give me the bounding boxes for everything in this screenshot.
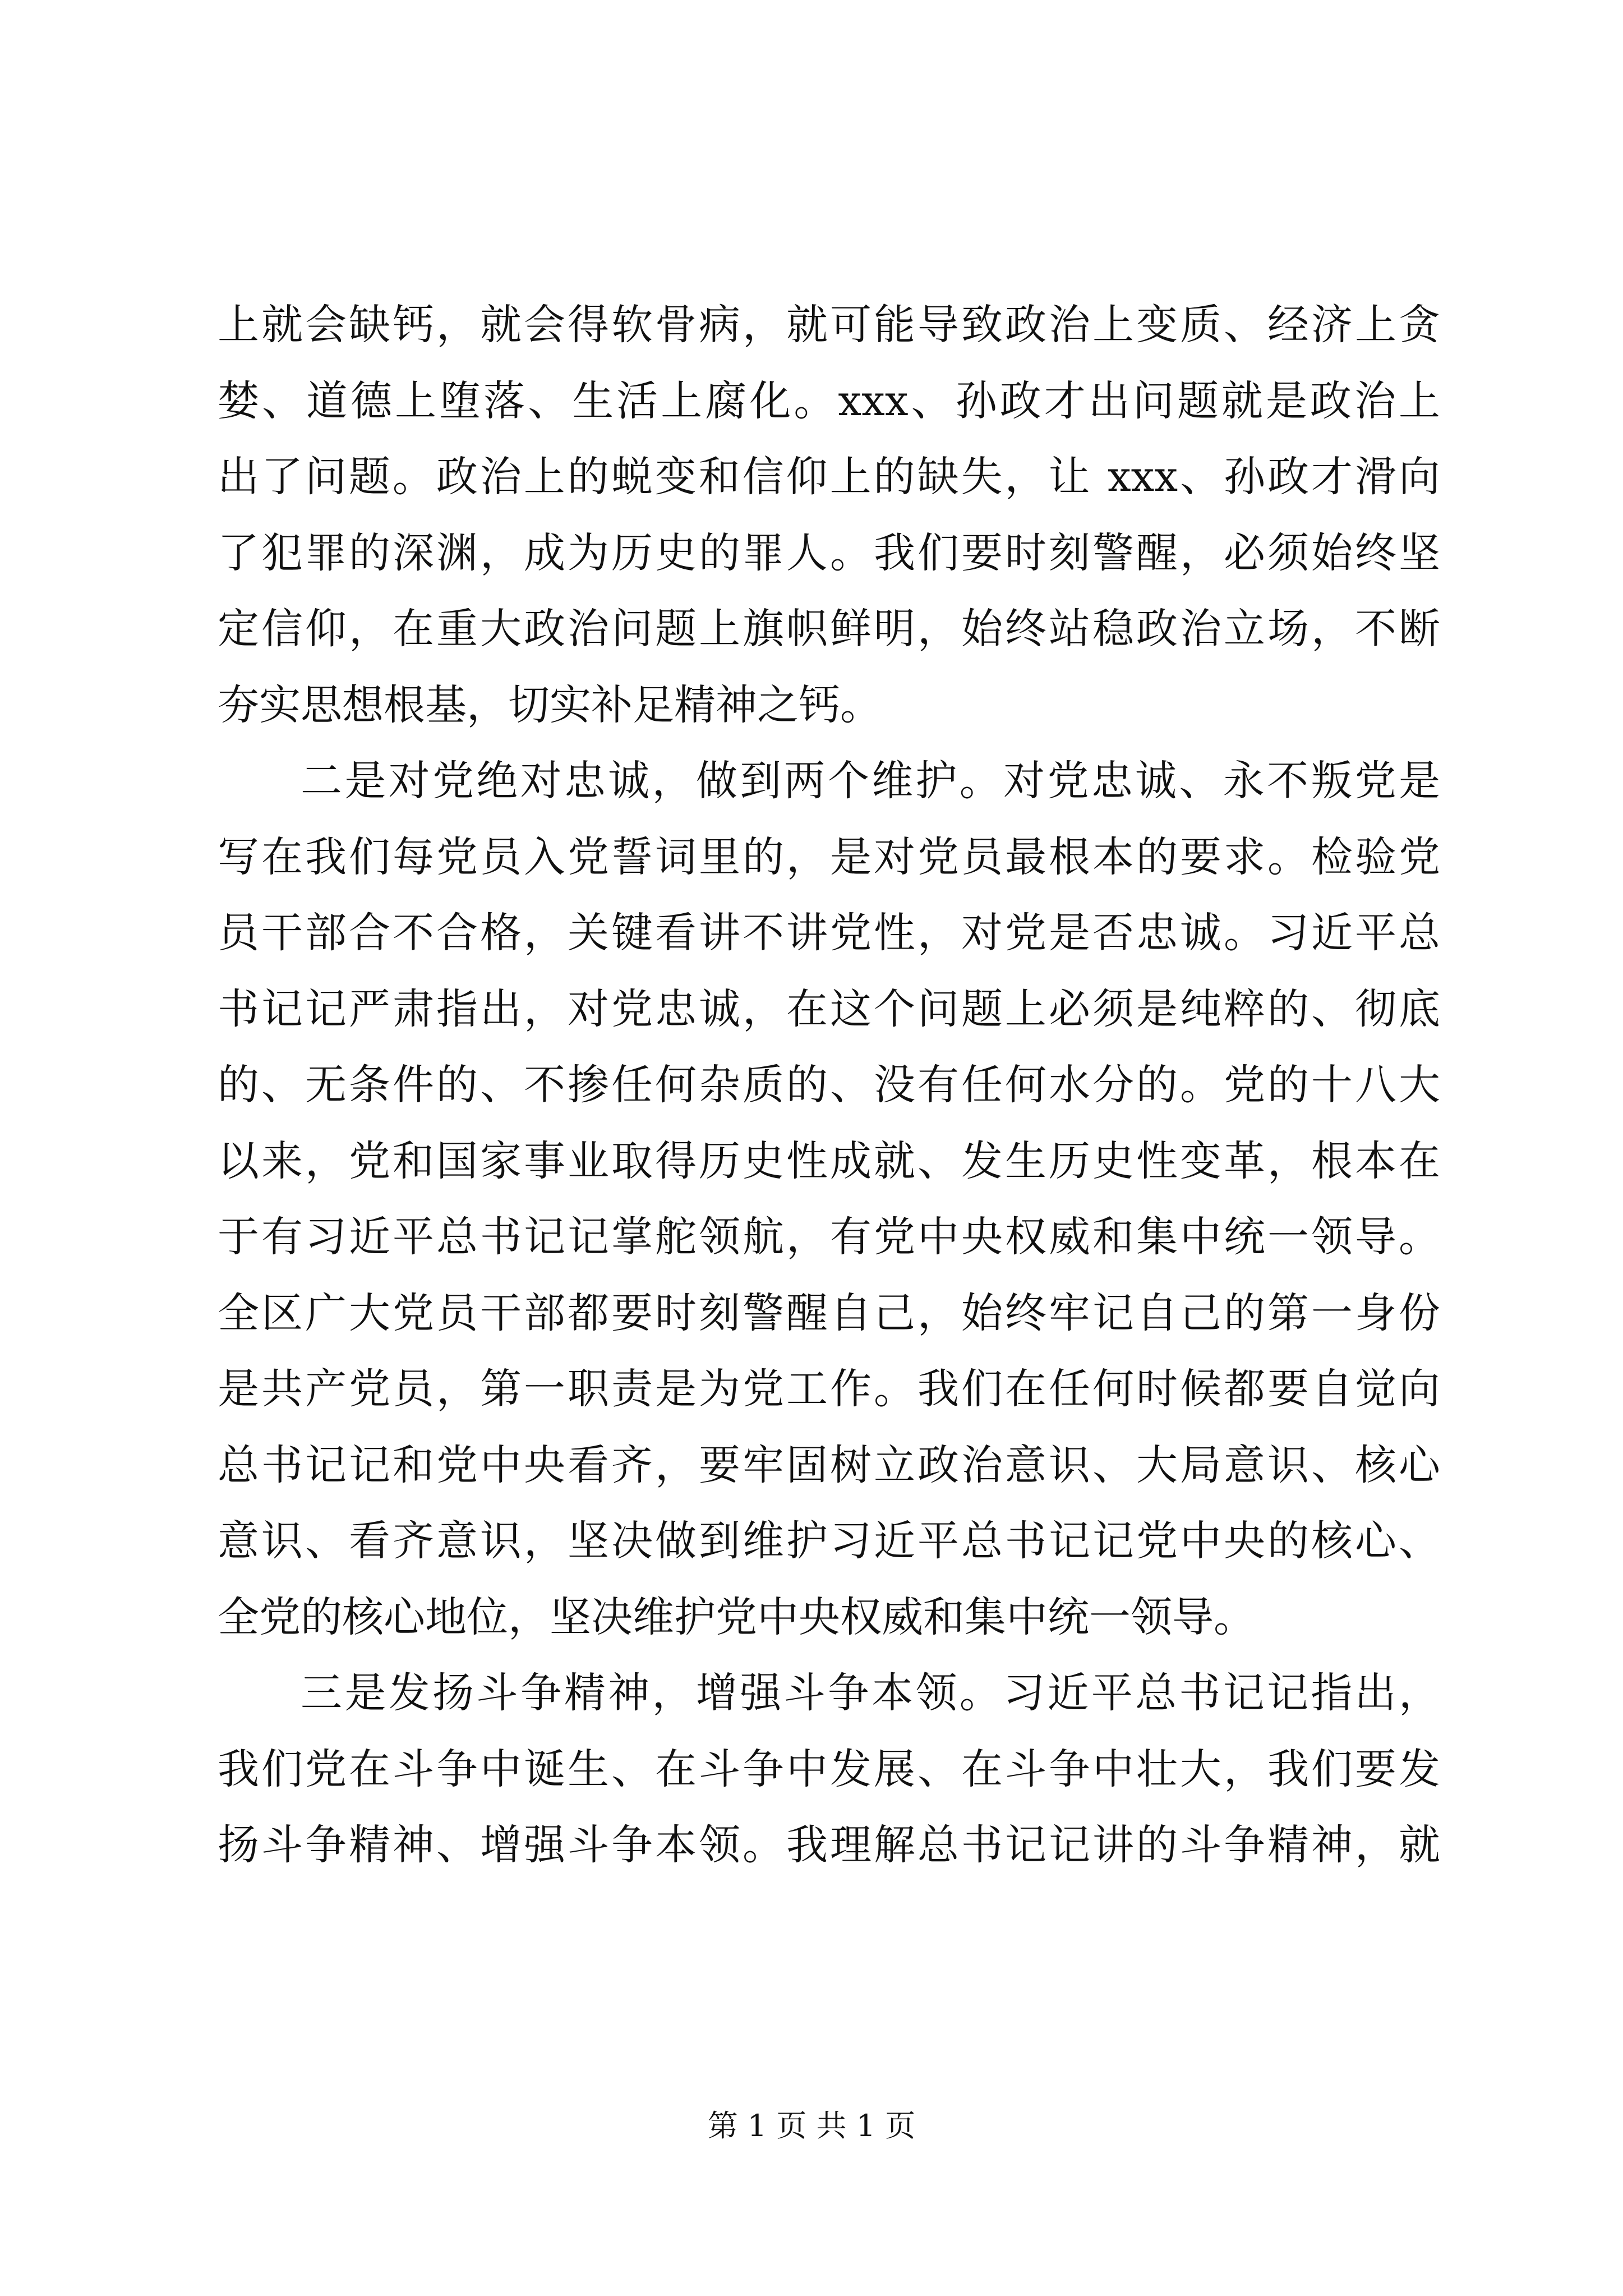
body-text	[218, 287, 1440, 1884]
text-line: 的、无条件的、不掺任何杂质的、没有任何水分的。党的十八大	[218, 1061, 1440, 1109]
text-line: 全区广大党员干部都要时刻警醒自己，始终牢记自己的第一身份	[218, 1289, 1440, 1337]
text-line: 我们党在斗争中诞生、在斗争中发展、在斗争中壮大，我们要发	[218, 1745, 1440, 1793]
paragraph-3	[218, 1655, 1440, 1884]
paragraph-1	[218, 287, 1440, 743]
text-line: 定信仰，在重大政治问题上旗帜鲜明，始终站稳政治立场，不断	[218, 605, 1440, 653]
page-footer	[0, 2106, 1623, 2146]
text-line: 是共产党员，第一职责是为党工作。我们在任何时候都要自觉向	[218, 1365, 1440, 1413]
text-line: 以来，党和国家事业取得历史性成就、发生历史性变革，根本在	[218, 1137, 1440, 1185]
text-line: 婪、道德上堕落、生活上腐化。xxx、孙政才出问题就是政治上	[218, 376, 1440, 425]
text-line: 于有习近平总书记记掌舵领航，有党中央权威和集中统一领导。	[218, 1213, 1440, 1261]
text-line: 夯实思想根基，切实补足精神之钙。	[218, 680, 882, 729]
text-line: 员干部合不合格，关键看讲不讲党性，对党是否忠诚。习近平总	[218, 909, 1440, 957]
text-line: 出了问题。政治上的蜕变和信仰上的缺失，让 xxx、孙政才滑向	[218, 453, 1440, 501]
text-line: 三是发扬斗争精神，增强斗争本领。习近平总书记记指出，	[301, 1669, 1440, 1717]
text-line: 意识、看齐意识，坚决做到维护习近平总书记记党中央的核心、	[218, 1517, 1440, 1565]
text-line: 总书记记和党中央看齐，要牢固树立政治意识、大局意识、核心	[218, 1441, 1440, 1489]
text-line: 扬斗争精神、增强斗争本领。我理解总书记记讲的斗争精神，就	[218, 1821, 1440, 1869]
text-line: 二是对党绝对忠诚，做到两个维护。对党忠诚、永不叛党是	[301, 757, 1440, 805]
paragraph-2	[218, 743, 1440, 1655]
text-line: 书记记严肃指出，对党忠诚，在这个问题上必须是纯粹的、彻底	[218, 984, 1440, 1033]
text-line: 上就会缺钙，就会得软骨病，就可能导致政治上变质、经济上贪	[218, 301, 1440, 349]
text-line: 全党的核心地位，坚决维护党中央权威和集中统一领导。	[218, 1593, 1255, 1641]
page-number-label: 第 1 页 共 1 页	[707, 2108, 916, 2143]
text-line: 写在我们每党员入党誓词里的，是对党员最根本的要求。检验党	[218, 832, 1440, 881]
text-line: 了犯罪的深渊，成为历史的罪人。我们要时刻警醒，必须始终坚	[218, 528, 1440, 577]
